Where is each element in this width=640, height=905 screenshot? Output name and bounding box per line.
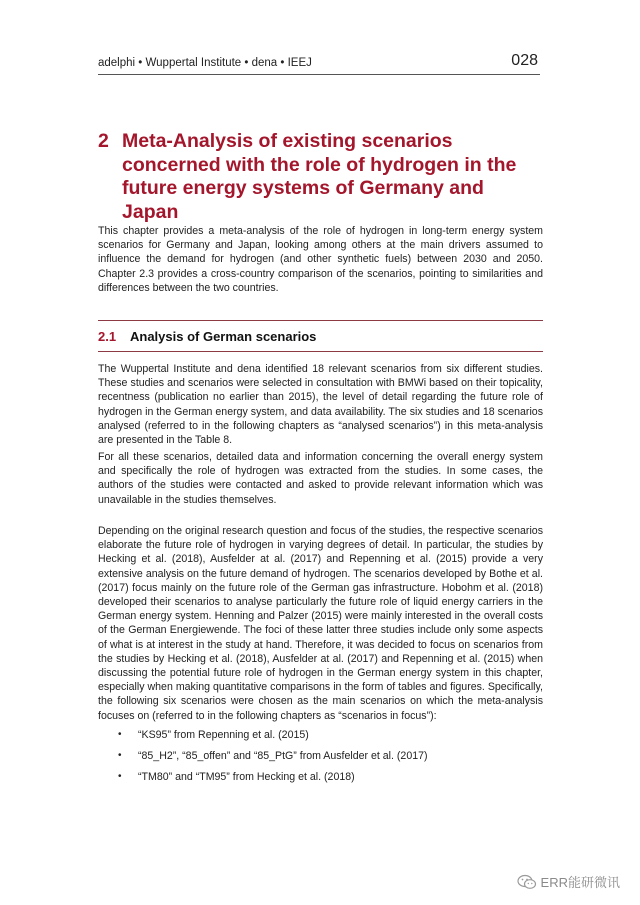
chapter-number: 2 xyxy=(98,130,109,152)
bullet-icon: • xyxy=(118,771,122,782)
section-title: Analysis of German scenarios xyxy=(130,329,317,344)
wechat-icon xyxy=(517,874,537,890)
list-item-text: “KS95” from Repenning et al. (2015) xyxy=(138,729,309,741)
watermark-text: ERR能研微讯 xyxy=(540,875,620,890)
list-item xyxy=(98,749,543,763)
list-item-text: “85_H2”, “85_offen” and “85_PtG” from Ausfelder et al. (2017) xyxy=(138,750,428,762)
watermark xyxy=(517,872,620,891)
intro-paragraph: This chapter provides a meta-analysis of the role of hydrogen in long-term energy system scenarios for Germany and Japan, looking among others at the main drivers assumed to influence the demand for hydrogen (and other synthetic fuels) between 2030 and 2050. Chapter 2.3 provides a cross-country comparison of the scenarios, pointing to similarities and differences between the two countries. xyxy=(98,225,543,294)
paragraph-1: The Wuppertal Institute and dena identified 18 relevant scenarios from six different studies. These studies and scenarios were selected in consultation with BMWi based on their topicality, recentness (publication no earlier than 2015), the level of detail regarding the future role of hydrogen in the German energy system, and data availability. The six studies and 18 scenarios analysed (referred to in the following chapters as “analysed scenarios”) in this meta-analysis are presented in the Table 8. xyxy=(98,363,543,447)
bullet-icon: • xyxy=(118,729,122,740)
list-item xyxy=(98,770,543,784)
list-item xyxy=(98,728,543,742)
page-header xyxy=(98,48,540,75)
paragraph-3: Depending on the original research question and focus of the studies, the respective scenarios elaborate the future role of hydrogen in varying degrees of detail. In particular, the studies by Hecking et al. (2018), Ausfelder at al. (2017) and Repenning et al. (2015) provide a very extensive analysis on the future demand of hydrogen. The scenarios developed by Bothe et al. (2017) focus mainly on the future role of the German gas infrastructure. Hobohm et al. (2018) developed their scenarios to analyse particularly the future role of liquid energy carriers in the German energy system. Henning and Palzer (2015) were mainly interested in the overall costs of the German Energiewende. The foci of these latter three studies include only some aspects of what is at interest in the study at hand. Therefore, it was decided to focus on scenarios from the studies by Hecking et al. (2018), Ausfelder at al. (2017) and Repenning et al. (2015) when discussing the potential future role of hydrogen in the German energy system in this chapter, especially when making quantitative comparisons in the form of tables and figures. Specifically, the following six scenarios were chosen as the main scenarios on which the meta-analysis focuses on (referred to in the following chapters as “scenarios in focus”): xyxy=(98,525,543,722)
chapter-heading xyxy=(98,130,543,224)
header-organizations: adelphi • Wuppertal Institute • dena • IEEJ xyxy=(98,57,312,69)
chapter-title: Meta-Analysis of existing scenarios concerned with the role of hydrogen in the future energy systems of Germany and Japan xyxy=(122,130,517,223)
section-number: 2.1 xyxy=(98,329,117,344)
page-number: 028 xyxy=(511,52,538,69)
list-item-text: “TM80” and “TM95” from Hecking et al. (2018) xyxy=(138,771,355,783)
paragraph-2: For all these scenarios, detailed data and information concerning the overall energy system and specifically the role of hydrogen was extracted from the studies. In some cases, the authors of the studies were contacted and asked to provide relevant information which was unavailable in the studies themselves. xyxy=(98,451,543,506)
section-heading xyxy=(98,320,543,352)
bullet-icon: • xyxy=(118,750,122,761)
scenario-list xyxy=(98,728,543,791)
